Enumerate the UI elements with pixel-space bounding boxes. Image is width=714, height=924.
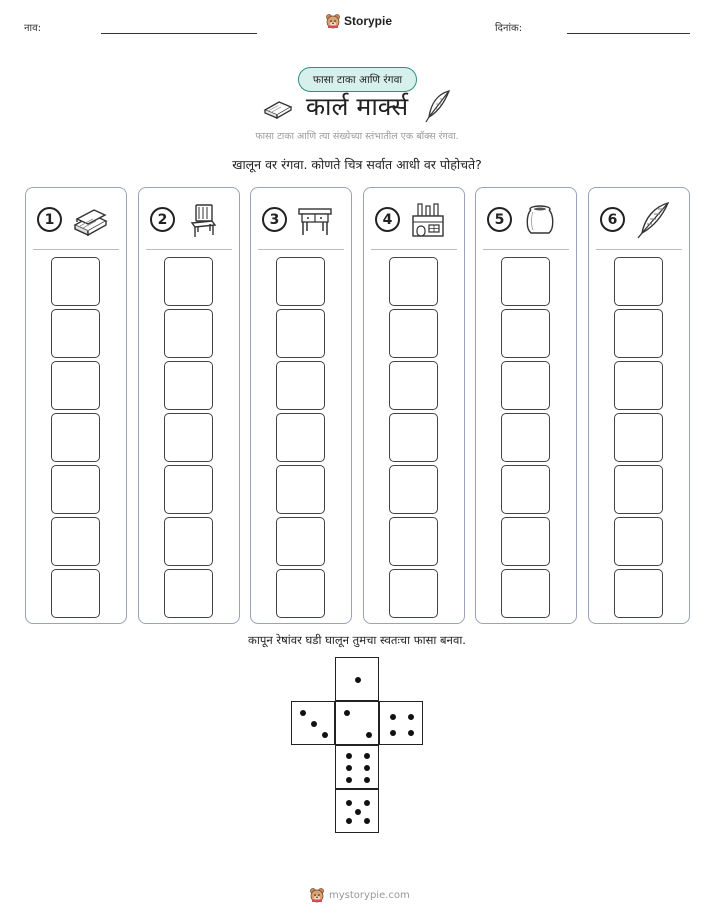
color-box[interactable] bbox=[51, 361, 100, 410]
color-box[interactable] bbox=[164, 465, 213, 514]
dice-pip bbox=[390, 730, 396, 736]
footer-url[interactable]: mystorypie.com bbox=[329, 889, 410, 901]
dice-pip bbox=[300, 710, 306, 716]
dice-pip bbox=[311, 721, 317, 727]
dice-pip bbox=[346, 777, 352, 783]
footer bbox=[309, 887, 410, 903]
color-box[interactable] bbox=[51, 257, 100, 306]
color-box[interactable] bbox=[276, 413, 325, 462]
dice-pip bbox=[408, 714, 414, 720]
column-divider bbox=[146, 249, 232, 250]
column-number: 2 bbox=[150, 207, 175, 232]
dice-pip bbox=[346, 800, 352, 806]
dice-face-6 bbox=[335, 745, 379, 789]
subtitle: फासा टाका आणि त्या संख्येच्या स्तंभातील एक बॉक्स रंगवा. bbox=[255, 131, 459, 142]
color-box[interactable] bbox=[614, 257, 663, 306]
quill-icon bbox=[424, 89, 452, 123]
dice-pip bbox=[364, 777, 370, 783]
color-box[interactable] bbox=[501, 361, 550, 410]
dice-face-1 bbox=[335, 657, 379, 701]
name-label: नाव: bbox=[24, 23, 42, 34]
color-box[interactable] bbox=[614, 361, 663, 410]
color-box[interactable] bbox=[164, 361, 213, 410]
instruction: खालून वर रंगवा. कोणते चित्र सर्वात आधी वर पोहोचते? bbox=[232, 157, 482, 172]
dice-pip bbox=[355, 809, 361, 815]
color-box[interactable] bbox=[164, 413, 213, 462]
books-icon bbox=[71, 201, 109, 239]
color-box[interactable] bbox=[389, 413, 438, 462]
bear-icon bbox=[309, 887, 325, 903]
column-1 bbox=[25, 187, 127, 624]
color-box[interactable] bbox=[389, 569, 438, 618]
color-box[interactable] bbox=[51, 465, 100, 514]
color-box[interactable] bbox=[164, 517, 213, 566]
color-box[interactable] bbox=[276, 257, 325, 306]
column-divider bbox=[596, 249, 682, 250]
column-number: 5 bbox=[487, 207, 512, 232]
dice-face-2 bbox=[335, 701, 379, 745]
activity-pill: फासा टाका आणि रंगवा bbox=[298, 67, 417, 92]
dice-pip bbox=[346, 765, 352, 771]
dice-note: कापून रेषांवर घडी घालून तुमचा स्वतःचा फासा बनवा. bbox=[248, 633, 466, 647]
inkpot-icon bbox=[521, 201, 559, 239]
dice-pip bbox=[364, 753, 370, 759]
column-number: 6 bbox=[600, 207, 625, 232]
color-box[interactable] bbox=[51, 569, 100, 618]
quill-icon bbox=[634, 201, 672, 239]
dice-pip bbox=[366, 732, 372, 738]
color-box[interactable] bbox=[389, 309, 438, 358]
color-box[interactable] bbox=[164, 257, 213, 306]
column-number: 1 bbox=[37, 207, 62, 232]
date-line[interactable] bbox=[567, 33, 690, 34]
dice-pip bbox=[346, 753, 352, 759]
column-3 bbox=[250, 187, 352, 624]
color-box[interactable] bbox=[276, 361, 325, 410]
color-box[interactable] bbox=[614, 413, 663, 462]
column-divider bbox=[483, 249, 569, 250]
color-box[interactable] bbox=[51, 517, 100, 566]
dice-pip bbox=[322, 732, 328, 738]
dice-face-5 bbox=[335, 789, 379, 833]
color-box[interactable] bbox=[389, 517, 438, 566]
column-divider bbox=[258, 249, 344, 250]
color-box[interactable] bbox=[276, 569, 325, 618]
column-number: 3 bbox=[262, 207, 287, 232]
color-box[interactable] bbox=[501, 465, 550, 514]
chair-icon bbox=[184, 201, 222, 239]
color-box[interactable] bbox=[501, 413, 550, 462]
dice-pip bbox=[364, 800, 370, 806]
column-4 bbox=[363, 187, 465, 624]
color-box[interactable] bbox=[501, 517, 550, 566]
column-number: 4 bbox=[375, 207, 400, 232]
color-box[interactable] bbox=[389, 465, 438, 514]
color-box[interactable] bbox=[276, 309, 325, 358]
color-box[interactable] bbox=[164, 309, 213, 358]
dice-pip bbox=[364, 818, 370, 824]
color-box[interactable] bbox=[389, 361, 438, 410]
page-title: कार्ल मार्क्स bbox=[305, 92, 409, 121]
color-box[interactable] bbox=[614, 517, 663, 566]
color-box[interactable] bbox=[614, 465, 663, 514]
color-box[interactable] bbox=[276, 465, 325, 514]
color-box[interactable] bbox=[164, 569, 213, 618]
color-box[interactable] bbox=[501, 309, 550, 358]
color-box[interactable] bbox=[51, 413, 100, 462]
name-line[interactable] bbox=[101, 33, 257, 34]
column-divider bbox=[371, 249, 457, 250]
factory-icon bbox=[409, 201, 447, 239]
dice-pip bbox=[390, 714, 396, 720]
brand-logo bbox=[325, 13, 392, 29]
dice-pip bbox=[355, 677, 361, 683]
dice-pip bbox=[408, 730, 414, 736]
color-box[interactable] bbox=[51, 309, 100, 358]
dice-pip bbox=[346, 818, 352, 824]
color-box[interactable] bbox=[614, 569, 663, 618]
color-box[interactable] bbox=[501, 257, 550, 306]
brand-name: Storypie bbox=[344, 14, 393, 28]
bear-icon bbox=[325, 13, 341, 29]
column-6 bbox=[588, 187, 690, 624]
color-box[interactable] bbox=[276, 517, 325, 566]
dice-pip bbox=[344, 710, 350, 716]
column-divider bbox=[33, 249, 119, 250]
dice-face-3 bbox=[291, 701, 335, 745]
desk-icon bbox=[296, 201, 334, 239]
column-2 bbox=[138, 187, 240, 624]
color-box[interactable] bbox=[614, 309, 663, 358]
dice-pip bbox=[364, 765, 370, 771]
dice-face-4 bbox=[379, 701, 423, 745]
column-5 bbox=[475, 187, 577, 624]
color-box[interactable] bbox=[389, 257, 438, 306]
date-label: दिनांक: bbox=[495, 23, 523, 34]
color-box[interactable] bbox=[501, 569, 550, 618]
